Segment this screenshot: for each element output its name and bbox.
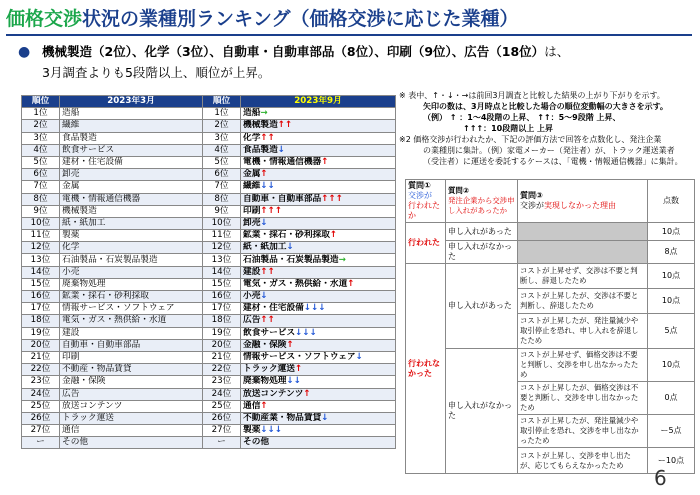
- industry-march: 小売: [60, 266, 203, 278]
- rank-sept: 18位: [203, 315, 241, 327]
- industry-sept: [241, 120, 396, 132]
- trend-arrow-icon: ↑: [294, 364, 303, 375]
- industry-march: 電気・ガス・熱供給・水道: [60, 315, 203, 327]
- rank-sept: 3位: [203, 132, 241, 144]
- eval-request-no: 申し入れがなかった: [446, 241, 518, 264]
- rank-march: 12位: [22, 242, 60, 254]
- industry-name: 電気・ガス・熱供給・水道: [243, 278, 348, 289]
- industry-sept: [241, 132, 396, 144]
- bullet-icon: ●: [18, 44, 31, 60]
- trend-arrow-icon: ↓↓↓: [303, 303, 326, 314]
- industry-name: 電機・情報通信機器: [243, 157, 322, 168]
- trend-arrow-icon: →: [260, 108, 268, 119]
- industry-march: 広告: [60, 388, 203, 400]
- rank-sept: 26位: [203, 412, 241, 424]
- eval-header-q3: 質問③ 交渉が実現しなかった理由: [518, 180, 648, 223]
- trend-arrow-icon: ↑: [286, 339, 294, 350]
- industry-sept: [241, 266, 396, 278]
- industry-name: 情報サービス・ソフトウェア: [243, 352, 356, 363]
- eval-reason: コストが上昇したが、発注量減少や取引停止を恐れ、交渉を申し出なかったため: [518, 415, 648, 448]
- industry-name: 不動産業・物品賃貸: [243, 412, 322, 423]
- table-row: [22, 364, 396, 376]
- rank-march: ー: [22, 437, 60, 449]
- industry-march: 石油製品・石炭製品製造: [60, 254, 203, 266]
- rank-sept: 7位: [203, 181, 241, 193]
- industry-name: 卸売: [243, 217, 261, 228]
- industry-name: 広告: [243, 315, 261, 326]
- industry-march: 金融・保険: [60, 376, 203, 388]
- eval-score: 0点: [648, 382, 695, 415]
- trend-arrow-icon: ↑: [329, 230, 338, 241]
- industry-name: 紙・紙加工: [243, 242, 287, 253]
- industry-sept: [241, 425, 396, 437]
- industry-name: 鉱業・採石・砂利採取: [243, 230, 330, 241]
- industry-march: その他: [60, 437, 203, 449]
- rank-march: 19位: [22, 327, 60, 339]
- table-row: [22, 339, 396, 351]
- industry-march: 建設: [60, 327, 203, 339]
- lead-line-2: 3月調査よりも5段階以上、順位が上昇。: [42, 65, 271, 80]
- rank-march: 20位: [22, 339, 60, 351]
- industry-march: 紙・紙加工: [60, 217, 203, 229]
- industry-sept: [241, 351, 396, 363]
- industry-march: 製薬: [60, 230, 203, 242]
- industry-sept: [241, 364, 396, 376]
- table-row: [22, 242, 396, 254]
- trend-arrow-icon: →: [338, 254, 346, 265]
- industry-sept: [241, 156, 396, 168]
- rank-sept: 20位: [203, 339, 241, 351]
- industry-name: 金融・保険: [243, 339, 287, 350]
- lead-line-1: 機械製造（2位）、化学（3位）、自動車・自動車部品（8位）、印刷（9位）、広告（18位）は、: [42, 44, 570, 59]
- rank-sept: 27位: [203, 425, 241, 437]
- industry-name: 化学: [243, 132, 261, 143]
- table-row: [22, 303, 396, 315]
- eval-reason: コストが上昇したが、発注量減少や取引停止を恐れ、申し入れを辞退したため: [518, 314, 648, 349]
- eval-request-yes: 申し入れがあった: [446, 223, 518, 241]
- rank-sept: 10位: [203, 217, 241, 229]
- eval-score: 10点: [648, 223, 695, 241]
- trend-arrow-icon: ↓↓↓: [295, 327, 317, 338]
- table-row: [22, 412, 396, 424]
- industry-march: 電機・情報通信機器: [60, 193, 203, 205]
- rank-sept: 5位: [203, 156, 241, 168]
- table-row: [22, 400, 396, 412]
- rank-sept: 2位: [203, 120, 241, 132]
- rank-sept: 8位: [203, 193, 241, 205]
- eval-header-q2: 質問② 発注企業から交渉申し入れがあったか: [446, 180, 518, 223]
- page-title: 価格交渉状況の業種別ランキング（価格交渉に応じた業種）: [6, 8, 519, 30]
- rank-march: 17位: [22, 303, 60, 315]
- industry-sept: [241, 169, 396, 181]
- header-sept: 2023年9月: [241, 96, 396, 108]
- industry-march: 機械製造: [60, 205, 203, 217]
- industry-sept: [241, 205, 396, 217]
- rank-march: 26位: [22, 412, 60, 424]
- eval-score: ー10点: [648, 448, 695, 474]
- note-line: ※ 表中、↑・↓・→は前回3月調査と比較した結果の上がり下がりを示す。: [399, 91, 665, 100]
- industry-march: 鉱業・採石・砂利採取: [60, 291, 203, 303]
- industry-name: 食品製造: [243, 144, 278, 155]
- title-underline: [6, 34, 692, 36]
- trend-arrow-icon: ↑: [347, 278, 355, 289]
- table-row: [22, 169, 396, 181]
- table-row: [22, 315, 396, 327]
- rank-march: 8位: [22, 193, 60, 205]
- trend-arrow-icon: ↓: [260, 291, 268, 302]
- eval-reason: コストが上昇し、交渉を申し出たが、応じてもらえなかったため: [518, 448, 648, 474]
- note-line: の業種別に集計。（例）家電メーカー（発注者）が、トラック運送業者: [423, 146, 675, 155]
- trend-arrow-icon: ↑↑: [277, 120, 293, 131]
- rank-sept: 9位: [203, 205, 241, 217]
- table-row: [22, 266, 396, 278]
- table-row: [22, 291, 396, 303]
- industry-sept: [241, 376, 396, 388]
- table-row: [22, 425, 396, 437]
- rank-sept: 19位: [203, 327, 241, 339]
- table-row: [22, 181, 396, 193]
- industry-sept: [241, 388, 396, 400]
- eval-score: 10点: [648, 264, 695, 289]
- table-row: [22, 351, 396, 363]
- table-row: [22, 217, 396, 229]
- rank-march: 3位: [22, 132, 60, 144]
- table-row: [22, 108, 396, 120]
- trend-arrow-icon: ↑↑: [260, 132, 275, 143]
- industry-sept: [241, 230, 396, 242]
- trend-arrow-icon: ↑↑: [260, 266, 275, 277]
- trend-arrow-icon: ↑: [321, 157, 329, 168]
- rank-march: 27位: [22, 425, 60, 437]
- industry-sept: [241, 217, 396, 229]
- eval-gray-cell: [518, 241, 648, 264]
- rank-sept: 21位: [203, 351, 241, 363]
- rank-march: 6位: [22, 169, 60, 181]
- note-line: ※2 価格交渉が行われたか、下記の評価方法で回答を点数化し、発注企業: [399, 135, 662, 144]
- industry-sept: [241, 400, 396, 412]
- table-row: [22, 254, 396, 266]
- industry-name: 繊維: [243, 181, 261, 192]
- industry-sept: [241, 181, 396, 193]
- eval-reason: コストが上昇せず、交渉は不要と判断し、辞退したため: [518, 264, 648, 289]
- trend-arrow-icon: ↑↑↑: [260, 205, 283, 216]
- industry-march: トラック運送: [60, 412, 203, 424]
- rank-sept: 23位: [203, 376, 241, 388]
- industry-march: 通信: [60, 425, 203, 437]
- trend-arrow-icon: ↓↓↓: [260, 425, 283, 436]
- industry-name: 放送コンテンツ: [243, 388, 304, 399]
- rank-march: 4位: [22, 144, 60, 156]
- rank-sept: 13位: [203, 254, 241, 266]
- note-line: 矢印の数は、3月時点と比較した場合の順位変動幅の大きさを示す。: [423, 102, 668, 111]
- table-row: [22, 144, 396, 156]
- industry-march: 不動産・物品賃貸: [60, 364, 203, 376]
- rank-march: 5位: [22, 156, 60, 168]
- rank-sept: ー: [203, 437, 241, 449]
- industry-name: 機械製造: [243, 120, 278, 131]
- rank-sept: 6位: [203, 169, 241, 181]
- industry-sept: [241, 291, 396, 303]
- rank-sept: 15位: [203, 278, 241, 290]
- rank-march: 16位: [22, 291, 60, 303]
- eval-score: 5点: [648, 314, 695, 349]
- trend-arrow-icon: ↓: [260, 217, 268, 228]
- eval-notdone: 行われなかった: [406, 264, 446, 474]
- trend-arrow-icon: ↓: [355, 352, 363, 363]
- industry-march: 廃棄物処理: [60, 278, 203, 290]
- rank-march: 1位: [22, 108, 60, 120]
- rank-sept: 11位: [203, 230, 241, 242]
- eval-request-no: 申し入れがなかった: [446, 349, 518, 474]
- rank-march: 14位: [22, 266, 60, 278]
- industry-name: 建設: [243, 266, 261, 277]
- eval-score: ー5点: [648, 415, 695, 448]
- rank-march: 23位: [22, 376, 60, 388]
- eval-request-yes: 申し入れがあった: [446, 264, 518, 349]
- table-row: [22, 193, 396, 205]
- industry-sept: [241, 193, 396, 205]
- rank-march: 15位: [22, 278, 60, 290]
- trend-arrow-icon: ↑↑: [260, 315, 275, 326]
- trend-arrow-icon: ↓: [277, 144, 286, 155]
- table-row: [22, 437, 396, 449]
- industry-name: 印刷: [243, 205, 261, 216]
- industry-name: 金属: [243, 169, 261, 180]
- rank-march: 11位: [22, 230, 60, 242]
- trend-arrow-icon: ↓: [321, 412, 329, 423]
- note-line: （受注者）に運送を委託するケースは、「電機・情報通信機器」に集計。: [423, 157, 683, 166]
- industry-name: その他: [243, 437, 270, 448]
- ranking-table: [21, 95, 396, 449]
- eval-reason: コストが上昇したが、価格交渉は不要と判断し、交渉を申し出なかったため: [518, 382, 648, 415]
- rank-march: 10位: [22, 217, 60, 229]
- trend-arrow-icon: ↑: [260, 169, 268, 180]
- table-row: [22, 327, 396, 339]
- eval-header-q1: 質問① 交渉が 行われたか: [406, 180, 446, 223]
- table-row: [22, 376, 396, 388]
- table-row: [22, 156, 396, 168]
- industry-march: 自動車・自動車部品: [60, 339, 203, 351]
- industry-name: 石油製品・石炭製品製造: [243, 254, 339, 265]
- notes: [399, 90, 699, 167]
- trend-arrow-icon: ↑↑↑: [321, 193, 344, 204]
- rank-march: 2位: [22, 120, 60, 132]
- industry-sept: [241, 108, 396, 120]
- eval-gray-cell: [518, 223, 648, 241]
- industry-name: 造船: [243, 108, 261, 119]
- industry-name: 通信: [243, 400, 261, 411]
- eval-reason: コストが上昇したが、交渉は不要と判断し、辞退したため: [518, 289, 648, 314]
- rank-sept: 14位: [203, 266, 241, 278]
- header-march: 2023年3月: [60, 96, 203, 108]
- industry-sept: [241, 144, 396, 156]
- rank-sept: 25位: [203, 400, 241, 412]
- industry-name: 小売: [243, 291, 261, 302]
- eval-done: 行われた: [406, 223, 446, 264]
- trend-arrow-icon: ↓: [286, 242, 294, 253]
- industry-march: 飲食サービス: [60, 144, 203, 156]
- trend-arrow-icon: ↑: [303, 388, 311, 399]
- rank-sept: 4位: [203, 144, 241, 156]
- industry-march: 情報サービス・ソフトウェア: [60, 303, 203, 315]
- table-row: [22, 132, 396, 144]
- industry-name: 飲食サービス: [243, 327, 296, 338]
- rank-march: 25位: [22, 400, 60, 412]
- trend-arrow-icon: ↓↓: [286, 376, 301, 387]
- industry-name: トラック運送: [243, 364, 295, 375]
- note-line: （例） ↑ ：1～4段階の上昇、 ↑↑：5～9段階 上昇、: [423, 113, 621, 122]
- table-row: [22, 120, 396, 132]
- table-row: [22, 230, 396, 242]
- rank-march: 21位: [22, 351, 60, 363]
- rank-march: 13位: [22, 254, 60, 266]
- table-row: [22, 205, 396, 217]
- industry-sept: [241, 315, 396, 327]
- industry-march: 放送コンテンツ: [60, 400, 203, 412]
- eval-score: 10点: [648, 289, 695, 314]
- header-rank-march: 順位: [22, 96, 60, 108]
- industry-name: 建材・住宅設備: [243, 303, 304, 314]
- table-row: [22, 388, 396, 400]
- industry-march: 造船: [60, 108, 203, 120]
- industry-name: 製薬: [243, 425, 261, 436]
- industry-name: 自動車・自動車部品: [243, 193, 322, 204]
- industry-sept: [241, 303, 396, 315]
- trend-arrow-icon: ↑: [260, 400, 268, 411]
- rank-sept: 17位: [203, 303, 241, 315]
- eval-reason: コストが上昇せず、価格交渉は不要と判断し、交渉を申し出なかったため: [518, 349, 648, 382]
- rank-sept: 22位: [203, 364, 241, 376]
- industry-march: 建材・住宅設備: [60, 156, 203, 168]
- evaluation-table: [405, 179, 695, 474]
- rank-march: 18位: [22, 315, 60, 327]
- industry-march: 化学: [60, 242, 203, 254]
- eval-header-score: 点数: [648, 180, 695, 223]
- industry-march: 金属: [60, 181, 203, 193]
- industry-sept: [241, 437, 396, 449]
- rank-sept: 16位: [203, 291, 241, 303]
- rank-sept: 12位: [203, 242, 241, 254]
- industry-march: 食品製造: [60, 132, 203, 144]
- industry-march: 繊維: [60, 120, 203, 132]
- table-row: [22, 278, 396, 290]
- industry-march: 卸売: [60, 169, 203, 181]
- rank-march: 9位: [22, 205, 60, 217]
- industry-sept: [241, 339, 396, 351]
- rank-sept: 24位: [203, 388, 241, 400]
- industry-name: 廃棄物処理: [243, 376, 287, 387]
- eval-score: 10点: [648, 349, 695, 382]
- industry-sept: [241, 327, 396, 339]
- rank-march: 24位: [22, 388, 60, 400]
- rank-march: 7位: [22, 181, 60, 193]
- eval-score: 8点: [648, 241, 695, 264]
- rank-march: 22位: [22, 364, 60, 376]
- page-number: 6: [654, 466, 667, 490]
- industry-sept: [241, 242, 396, 254]
- industry-sept: [241, 278, 396, 290]
- note-line: ↑↑↑：10段階以上 上昇: [463, 124, 554, 133]
- industry-sept: [241, 412, 396, 424]
- trend-arrow-icon: ↓↓: [260, 181, 275, 192]
- industry-march: 印刷: [60, 351, 203, 363]
- industry-sept: [241, 254, 396, 266]
- header-rank-sept: 順位: [203, 96, 241, 108]
- rank-sept: 1位: [203, 108, 241, 120]
